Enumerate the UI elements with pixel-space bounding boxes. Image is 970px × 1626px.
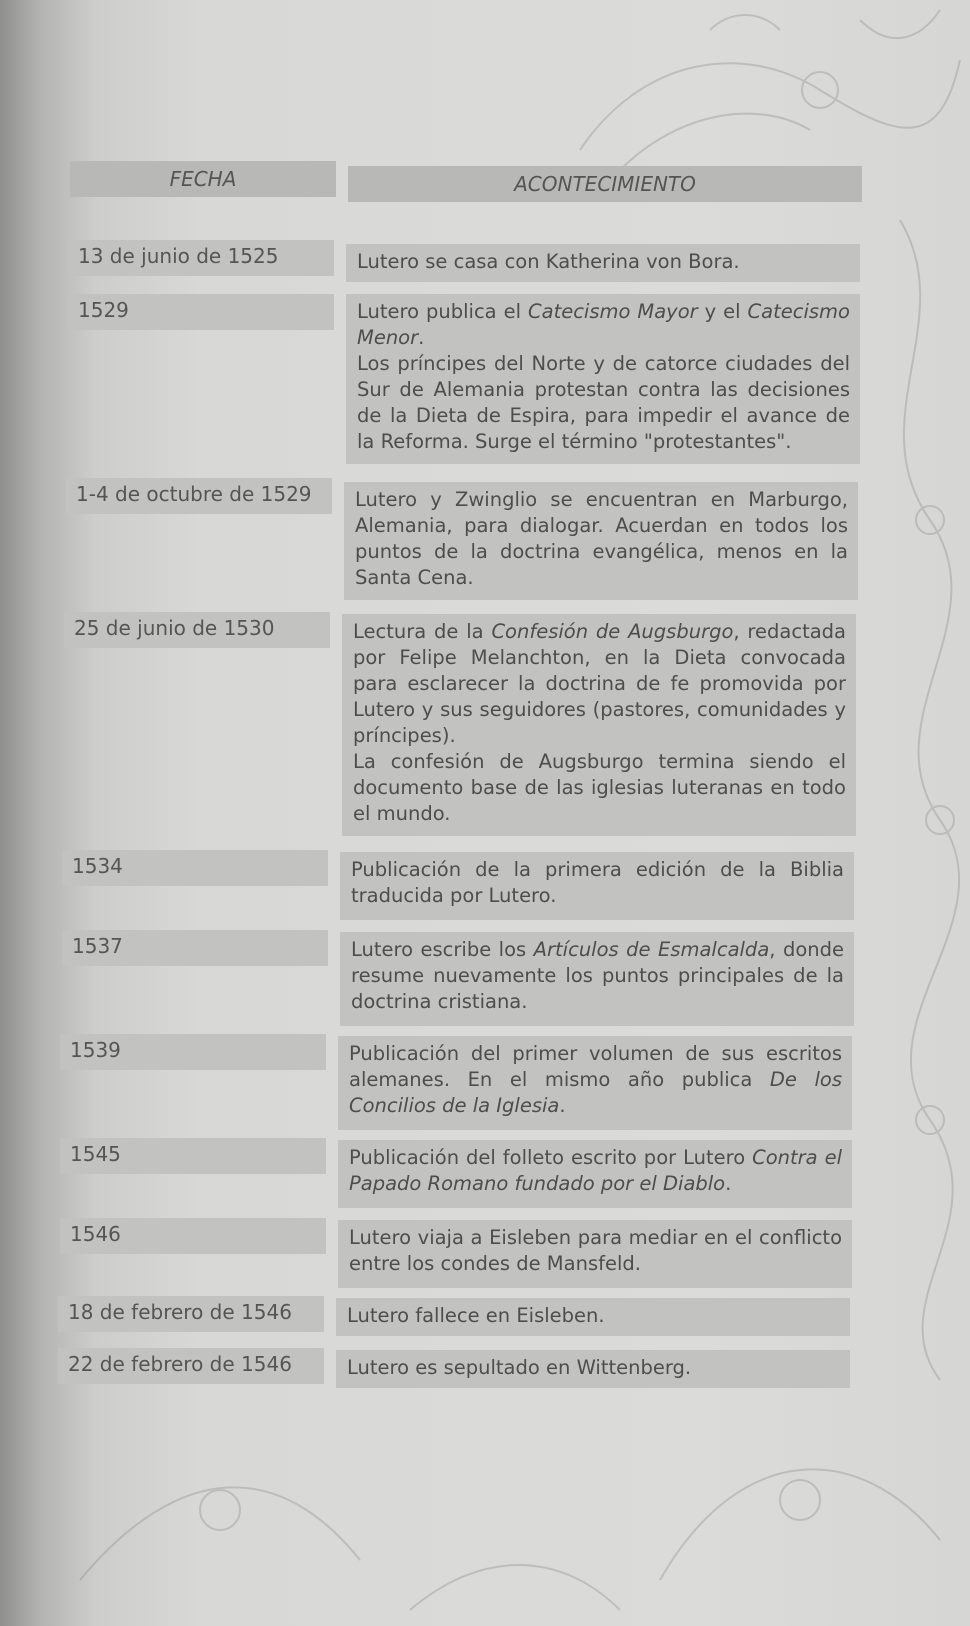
date-cell: 25 de junio de 1530 xyxy=(64,612,330,648)
date-cell: 1537 xyxy=(62,930,328,966)
event-text: Lutero y Zwinglio se encuentran en Marburgo, Alemania, para dialogar. Acuerdan en todos los puntos de la doctrina evangélica, menos en la Santa Cena. xyxy=(355,488,848,589)
event-text: Lectura de la xyxy=(353,620,492,643)
event-cell xyxy=(346,244,860,282)
date-cell: 1534 xyxy=(62,850,328,886)
event-text: , donde resume nuevamente los puntos principales de la doctrina cristiana. xyxy=(351,938,844,1013)
event-paragraph xyxy=(353,749,846,827)
event-paragraph xyxy=(347,1303,840,1329)
date-cell: 13 de junio de 1525 xyxy=(68,240,334,276)
event-paragraph xyxy=(357,249,850,275)
event-cell xyxy=(340,932,854,1026)
event-text: Publicación de la primera edición de la Biblia traducida por Lutero. xyxy=(351,858,844,907)
event-text: , redactada por Felipe Melanchton, en la Dieta convocada para esclarecer la doctrina de fe promovida por Lutero y sus seguidores (pastores, comunidades y príncipes). xyxy=(353,620,846,747)
event-text: Los príncipes del Norte y de catorce ciudades del Sur de Alemania protestan contra las decisiones de la Dieta de Espira, para impedir el avance de la Reforma. Surge el término "protestantes". xyxy=(357,352,850,453)
date-cell: 18 de febrero de 1546 xyxy=(58,1296,324,1332)
event-cell xyxy=(344,482,858,600)
event-cell xyxy=(338,1140,852,1208)
event-title-italic: Confesión de Augsburgo xyxy=(491,620,734,643)
event-paragraph xyxy=(355,487,848,591)
ornament-bottom xyxy=(60,1380,960,1620)
event-cell xyxy=(342,614,856,836)
date-cell: 22 de febrero de 1546 xyxy=(58,1348,324,1384)
event-paragraph xyxy=(349,1041,842,1119)
event-paragraph xyxy=(357,351,850,455)
event-text: . xyxy=(725,1172,732,1195)
event-text: Lutero se casa con Katherina von Bora. xyxy=(357,250,740,273)
header-acontecimiento: ACONTECIMIENTO xyxy=(348,166,862,202)
event-text: Lutero es sepultado en Wittenberg. xyxy=(347,1356,692,1379)
event-title-italic: Catecismo Menor xyxy=(357,300,850,349)
event-cell xyxy=(346,294,860,464)
event-cell xyxy=(336,1350,850,1388)
event-cell xyxy=(338,1036,852,1130)
header-fecha: FECHA xyxy=(70,161,336,197)
date-cell: 1529 xyxy=(68,294,334,330)
event-cell xyxy=(340,852,854,920)
event-text: Publicación del folleto escrito por Lutero xyxy=(349,1146,753,1169)
event-text: La confesión de Augsburgo termina siendo el documento base de las iglesias luteranas en todo el mundo. xyxy=(353,750,846,825)
date-cell: 1546 xyxy=(60,1218,326,1254)
event-text: Lutero viaja a Eisleben para mediar en el conflicto entre los condes de Mansfeld. xyxy=(349,1226,842,1275)
event-text: y el xyxy=(697,300,748,323)
ornament-top-right xyxy=(560,0,970,180)
event-paragraph xyxy=(351,857,844,909)
event-paragraph xyxy=(357,299,850,351)
event-paragraph xyxy=(349,1225,842,1277)
date-cell: 1539 xyxy=(60,1034,326,1070)
event-paragraph xyxy=(353,619,846,749)
event-title-italic: Catecismo Mayor xyxy=(528,300,698,323)
event-cell xyxy=(338,1220,852,1288)
event-text: Lutero fallece en Eisleben. xyxy=(347,1304,605,1327)
event-paragraph xyxy=(351,937,844,1015)
event-text: Lutero escribe los xyxy=(351,938,534,961)
event-text: Publicación del primer volumen de sus escritos alemanes. En el mismo año publica xyxy=(349,1042,842,1091)
event-title-italic: Artículos de Esmalcalda xyxy=(533,938,770,961)
event-cell xyxy=(336,1298,850,1336)
date-cell: 1-4 de octubre de 1529 xyxy=(66,478,332,514)
event-text: . xyxy=(559,1094,566,1117)
event-text: . xyxy=(418,326,425,349)
event-text: Lutero publica el xyxy=(357,300,528,323)
event-title-italic: Contra el Papado Romano fundado por el Diablo xyxy=(349,1146,843,1195)
event-paragraph xyxy=(347,1355,840,1381)
date-cell: 1545 xyxy=(60,1138,326,1174)
event-title-italic: De los Concilios de la Iglesia xyxy=(349,1068,842,1117)
event-paragraph xyxy=(349,1145,842,1197)
